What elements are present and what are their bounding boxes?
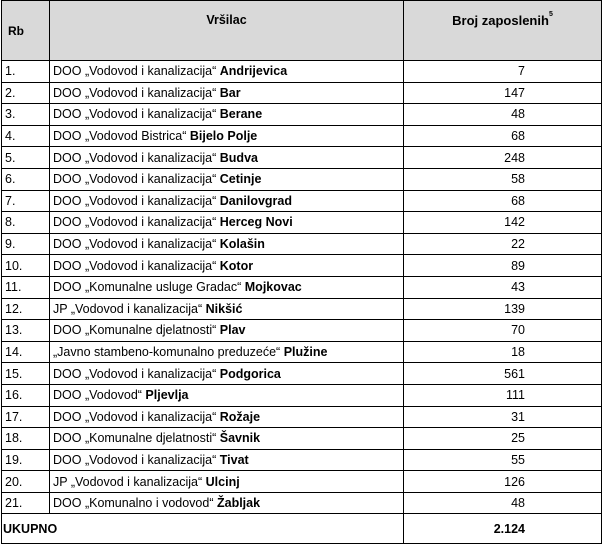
provider-prefix: DOO „Komunalno i vodovod“ (53, 496, 214, 511)
header-rb: Rb (2, 1, 50, 61)
row-number: 15. (2, 363, 50, 385)
provider-prefix: JP „Vodovod i kanalizacija“ (53, 474, 203, 489)
provider-prefix: „Javno stambeno-komunalno preduzeće“ (53, 345, 281, 360)
provider-name (50, 471, 404, 493)
table-row (2, 104, 602, 126)
provider-prefix: DOO „Vodovod i kanalizacija“ (53, 150, 217, 165)
provider-name (50, 168, 404, 190)
employee-count: 70 (404, 320, 602, 342)
total-value: 2.124 (404, 514, 602, 544)
provider-city: Mojkovac (244, 280, 302, 295)
provider-prefix: JP „Vodovod i kanalizacija“ (53, 301, 203, 316)
provider-city: Tivat (219, 452, 249, 467)
provider-name (50, 363, 404, 385)
row-number: 10. (2, 255, 50, 277)
row-number: 4. (2, 125, 50, 147)
table-row (2, 276, 602, 298)
provider-name (50, 406, 404, 428)
employee-count: 561 (404, 363, 602, 385)
provider-prefix: DOO „Vodovod i kanalizacija“ (53, 215, 217, 230)
provider-prefix: DOO „Vodovod i kanalizacija“ (53, 85, 217, 100)
total-row (2, 514, 602, 544)
employee-count: 68 (404, 190, 602, 212)
provider-name (50, 233, 404, 255)
provider-city: Ulcinj (205, 474, 240, 489)
provider-name (50, 255, 404, 277)
provider-city: Herceg Novi (219, 215, 293, 230)
provider-name (50, 212, 404, 234)
provider-prefix: DOO „Vodovod i kanalizacija“ (53, 193, 217, 208)
employee-count: 58 (404, 168, 602, 190)
employee-count: 142 (404, 212, 602, 234)
provider-city: Cetinje (219, 172, 262, 187)
provider-name (50, 341, 404, 363)
table-row (2, 233, 602, 255)
row-number: 2. (2, 82, 50, 104)
provider-city: Bijelo Polje (189, 129, 258, 144)
provider-name (50, 276, 404, 298)
provider-name (50, 104, 404, 126)
provider-prefix: DOO „Vodovod i kanalizacija“ (53, 258, 217, 273)
table-row (2, 255, 602, 277)
row-number: 17. (2, 406, 50, 428)
provider-city: Danilovgrad (219, 193, 293, 208)
row-number: 13. (2, 320, 50, 342)
header-broj-label: Broj zaposlenih (452, 13, 549, 28)
employee-count: 48 (404, 492, 602, 514)
provider-prefix: DOO „Vodovod i kanalizacija“ (53, 409, 217, 424)
provider-name (50, 82, 404, 104)
provider-name (50, 190, 404, 212)
employee-count: 7 (404, 61, 602, 83)
provider-city: Nikšić (205, 301, 243, 316)
row-number: 6. (2, 168, 50, 190)
provider-city: Plav (219, 323, 246, 338)
provider-prefix: DOO „Vodovod i kanalizacija“ (53, 366, 217, 381)
provider-prefix: DOO „Vodovod i kanalizacija“ (53, 64, 217, 79)
employee-count: 48 (404, 104, 602, 126)
provider-city: Andrijevica (219, 64, 288, 79)
table-row (2, 449, 602, 471)
header-row (2, 1, 602, 61)
employee-count: 18 (404, 341, 602, 363)
provider-name (50, 298, 404, 320)
employees-table (1, 0, 602, 544)
provider-name (50, 428, 404, 450)
provider-city: Bar (219, 85, 241, 100)
provider-name (50, 61, 404, 83)
table-row (2, 471, 602, 493)
table-row (2, 492, 602, 514)
row-number: 12. (2, 298, 50, 320)
provider-city: Podgorica (219, 366, 281, 381)
provider-city: Plužine (283, 345, 328, 360)
table-row (2, 125, 602, 147)
table-row (2, 168, 602, 190)
header-broj-zaposlenih (404, 1, 602, 61)
row-number: 3. (2, 104, 50, 126)
row-number: 7. (2, 190, 50, 212)
employee-count: 147 (404, 82, 602, 104)
employee-count: 31 (404, 406, 602, 428)
table-row (2, 341, 602, 363)
provider-city: Pljevlja (145, 388, 189, 403)
provider-name (50, 147, 404, 169)
employee-count: 25 (404, 428, 602, 450)
header-vrsilac: Vršilac (50, 1, 404, 61)
provider-city: Šavnik (219, 431, 261, 446)
employee-count: 43 (404, 276, 602, 298)
provider-name (50, 320, 404, 342)
provider-name (50, 384, 404, 406)
provider-name (50, 492, 404, 514)
employee-count: 139 (404, 298, 602, 320)
table-row (2, 428, 602, 450)
employee-count: 89 (404, 255, 602, 277)
provider-city: Kotor (219, 258, 254, 273)
provider-name (50, 125, 404, 147)
row-number: 21. (2, 492, 50, 514)
table-body (2, 61, 602, 514)
provider-city: Žabljak (216, 496, 261, 511)
employee-count: 111 (404, 384, 602, 406)
total-label: UKUPNO (2, 514, 404, 544)
row-number: 8. (2, 212, 50, 234)
provider-city: Kolašin (219, 237, 265, 252)
table-row (2, 363, 602, 385)
employee-count: 126 (404, 471, 602, 493)
row-number: 1. (2, 61, 50, 83)
provider-prefix: DOO „Vodovod“ (53, 388, 142, 403)
employee-count: 248 (404, 147, 602, 169)
row-number: 19. (2, 449, 50, 471)
row-number: 11. (2, 276, 50, 298)
table-row (2, 82, 602, 104)
provider-prefix: DOO „Komunalne usluge Gradac“ (53, 280, 242, 295)
table-row (2, 147, 602, 169)
provider-city: Budva (219, 150, 258, 165)
employee-count: 68 (404, 125, 602, 147)
provider-prefix: DOO „Vodovod i kanalizacija“ (53, 172, 217, 187)
table-row (2, 384, 602, 406)
table-row (2, 61, 602, 83)
provider-name (50, 449, 404, 471)
table-row (2, 320, 602, 342)
provider-prefix: DOO „Vodovod Bistrica“ (53, 129, 187, 144)
row-number: 20. (2, 471, 50, 493)
provider-prefix: DOO „Komunalne djelatnosti“ (53, 323, 217, 338)
provider-prefix: DOO „Vodovod i kanalizacija“ (53, 107, 217, 122)
employee-count: 55 (404, 449, 602, 471)
provider-prefix: DOO „Komunalne djelatnosti“ (53, 431, 217, 446)
employee-count: 22 (404, 233, 602, 255)
row-number: 9. (2, 233, 50, 255)
row-number: 18. (2, 428, 50, 450)
provider-city: Berane (219, 107, 263, 122)
row-number: 14. (2, 341, 50, 363)
row-number: 16. (2, 384, 50, 406)
provider-prefix: DOO „Vodovod i kanalizacija“ (53, 452, 217, 467)
footnote-marker: 5 (548, 11, 553, 18)
provider-city: Rožaje (219, 409, 261, 424)
table-row (2, 298, 602, 320)
table-row (2, 406, 602, 428)
table-row (2, 190, 602, 212)
provider-prefix: DOO „Vodovod i kanalizacija“ (53, 237, 217, 252)
table-row (2, 212, 602, 234)
row-number: 5. (2, 147, 50, 169)
